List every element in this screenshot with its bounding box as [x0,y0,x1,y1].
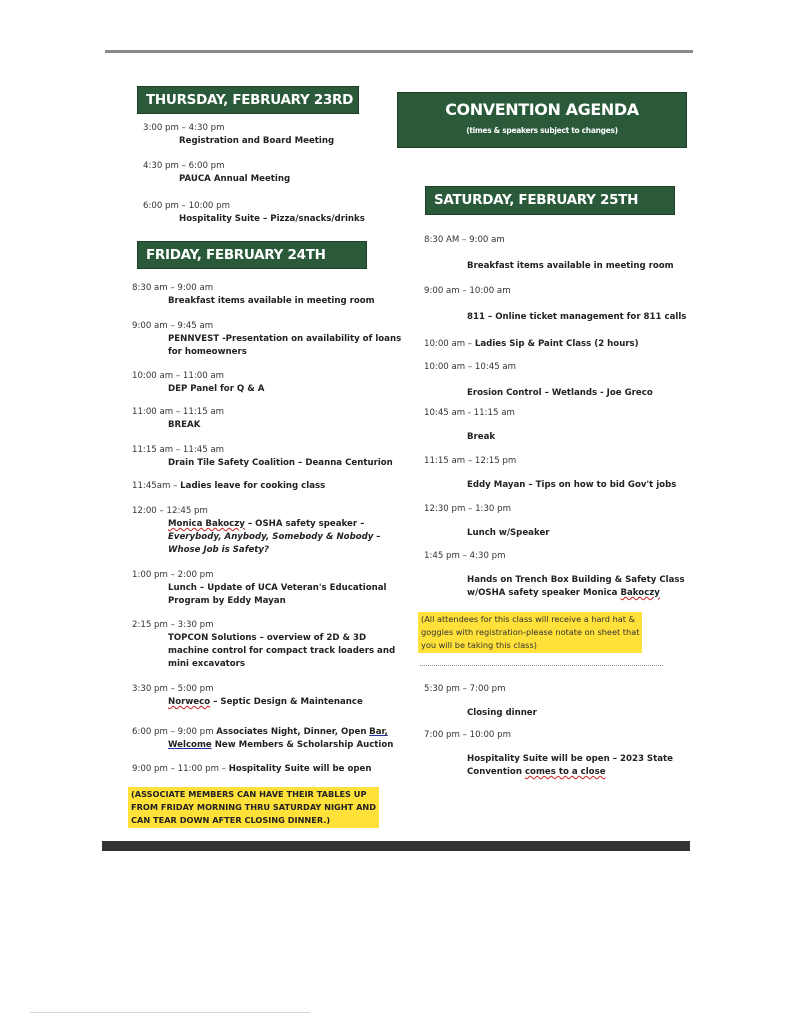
sat-event-2 [424,285,686,324]
event-desc-cont: w/OSHA safety speaker Monica [467,588,618,598]
sat-event-7 [424,503,550,540]
sat-event-8 [424,550,685,600]
event-desc-bar: Bar, [369,727,388,737]
bottom-rule [102,841,690,851]
event-time: 7:00 pm – 10:00 pm [424,730,511,740]
vendor-name: Norweco [168,697,211,707]
event-time: 9:00 am – 9:45 am [132,321,214,331]
event-desc: Erosion Control – Wetlands - Joe Greco [467,388,653,398]
event-desc-welcome: Welcome [168,740,212,750]
speaker-name: Monica Bakoczy [168,519,245,529]
event-desc: Breakfast items available in meeting room [168,296,375,306]
agenda-title-banner [397,92,687,148]
hard-hat-note [418,612,642,653]
event-desc: Eddy Mayan – Tips on how to bid Gov't jobs [467,480,677,490]
friday-heading: FRIDAY, FEBRUARY 24TH [137,241,367,269]
sat-event-10 [424,729,673,779]
event-desc: PAUCA Annual Meeting [179,174,291,184]
event-desc: Associates Night, Dinner, Open [216,727,367,737]
event-time: 5:30 pm – 7:00 pm [424,684,506,694]
event-desc-italic: Whose Job is Safety? [168,545,269,555]
event-desc: Ladies Sip & Paint Class (2 hours) [474,339,639,349]
event-desc: Registration and Board Meeting [179,136,335,146]
event-desc-cont: comes to a close [524,767,606,777]
thu-event-3 [143,200,365,226]
event-time: 10:00 am – [424,339,473,349]
event-desc: – Septic Design & Maintenance [213,697,363,707]
fri-event-11 [132,726,393,752]
event-desc: Breakfast items available in meeting room [467,261,674,271]
event-time: 12:00 – 12:45 pm [132,506,208,516]
note-line: goggles with registration-please notate on sheet that [421,627,640,637]
sat-event-6 [424,455,676,492]
event-time: 3:00 pm – 4:30 pm [143,123,225,133]
event-desc: TOPCON Solutions – overview of 2D & 3D [168,633,367,643]
fri-event-9 [132,619,395,671]
fri-event-6 [132,480,325,493]
saturday-heading: SATURDAY, FEBRUARY 25TH [425,186,675,215]
speaker-name: Bakoczy [620,588,660,598]
event-time: 11:45am – [132,481,178,491]
event-time: 6:00 pm – 9:00 pm [132,727,214,737]
fri-event-4 [132,406,224,432]
event-desc: Lunch w/Speaker [467,528,550,538]
agenda-subtitle: (times & speakers subject to changes) [466,126,618,135]
event-desc-cont: Program by Eddy Mayan [168,596,286,606]
sat-event-3 [424,338,639,351]
event-desc: Hospitality Suite – Pizza/snacks/drinks [179,214,365,224]
fri-event-7 [132,505,381,557]
sat-event-1 [424,234,674,273]
event-desc-cont: mini excavators [168,659,245,669]
event-time: 8:30 am – 9:00 am [132,283,214,293]
event-time: 10:00 am – 10:45 am [424,362,517,372]
agenda-title: CONVENTION AGENDA [445,100,639,119]
thursday-heading: THURSDAY, FEBRUARY 23RD [137,86,359,114]
note-line: you will be taking this class) [421,640,537,650]
dotted-divider [420,665,663,666]
event-time: 2:15 pm – 3:30 pm [132,620,214,630]
event-time: 11:00 am – 11:15 am [132,407,225,417]
event-desc: PENNVEST -Presentation on availability of loans [168,334,402,344]
event-time: 6:00 pm – 10:00 pm [143,201,230,211]
event-desc: DEP Panel for Q & A [168,384,265,394]
event-desc: Hospitality Suite will be open – 2023 State [467,754,673,764]
fri-event-2 [132,320,401,359]
fri-event-8 [132,569,386,608]
event-time: 12:30 pm – 1:30 pm [424,504,511,514]
event-time: 10:45 am - 11:15 am [424,408,515,418]
event-desc: Ladies leave for cooking class [180,481,326,491]
event-desc-cont: New Members & Scholarship Auction [214,740,394,750]
footer-line [30,1012,310,1013]
thu-event-2 [143,160,290,186]
fri-event-12 [132,763,371,776]
thu-event-1 [143,122,334,148]
event-time: 1:45 pm – 4:30 pm [424,551,506,561]
event-time: 8:30 AM – 9:00 am [424,235,505,245]
event-time: 10:00 am – 11:00 am [132,371,225,381]
sat-event-4 [424,361,653,400]
fri-event-3 [132,370,264,396]
event-time: 9:00 pm – 11:00 pm – [132,764,226,774]
event-desc: Break [467,432,496,442]
fri-event-1 [132,282,375,308]
event-desc: Hospitality Suite will be open [228,764,372,774]
event-desc-cont: machine control for compact track loaders and [168,646,396,656]
event-time: 4:30 pm – 6:00 pm [143,161,225,171]
note-line: FROM FRIDAY MORNING THRU SATURDAY NIGHT AND [131,802,377,812]
event-desc-cont: for homeowners [168,347,247,357]
event-time: 11:15 am – 11:45 am [132,445,225,455]
event-desc: BREAK [168,420,201,430]
event-desc: 811 – Online ticket management for 811 calls [467,312,687,322]
event-desc: Drain Tile Safety Coalition – Deanna Centurion [168,458,393,468]
event-desc-italic: Everybody, Anybody, Somebody & Nobody – [168,532,381,542]
associate-members-note [128,787,379,828]
event-desc: Hands on Trench Box Building & Safety Class [467,575,685,585]
note-line: (ASSOCIATE MEMBERS CAN HAVE THEIR TABLES UP [131,789,367,799]
event-time: 3:30 pm – 5:00 pm [132,684,214,694]
fri-event-5 [132,444,393,470]
event-desc: – OSHA safety speaker – [247,519,365,529]
fri-event-10 [132,683,363,709]
event-time: 9:00 am – 10:00 am [424,286,511,296]
top-rule [105,50,693,53]
note-line: CAN TEAR DOWN AFTER CLOSING DINNER.) [131,815,331,825]
event-desc: Lunch – Update of UCA Veteran's Educational [168,583,387,593]
event-desc: Closing dinner [467,708,537,718]
event-time: 11:15 am – 12:15 pm [424,456,517,466]
event-desc-cont: Convention [467,767,522,777]
sat-event-5 [424,407,515,444]
event-time: 1:00 pm – 2:00 pm [132,570,214,580]
note-line: (All attendees for this class will receive a hard hat & [421,614,635,624]
sat-event-9 [424,683,537,720]
